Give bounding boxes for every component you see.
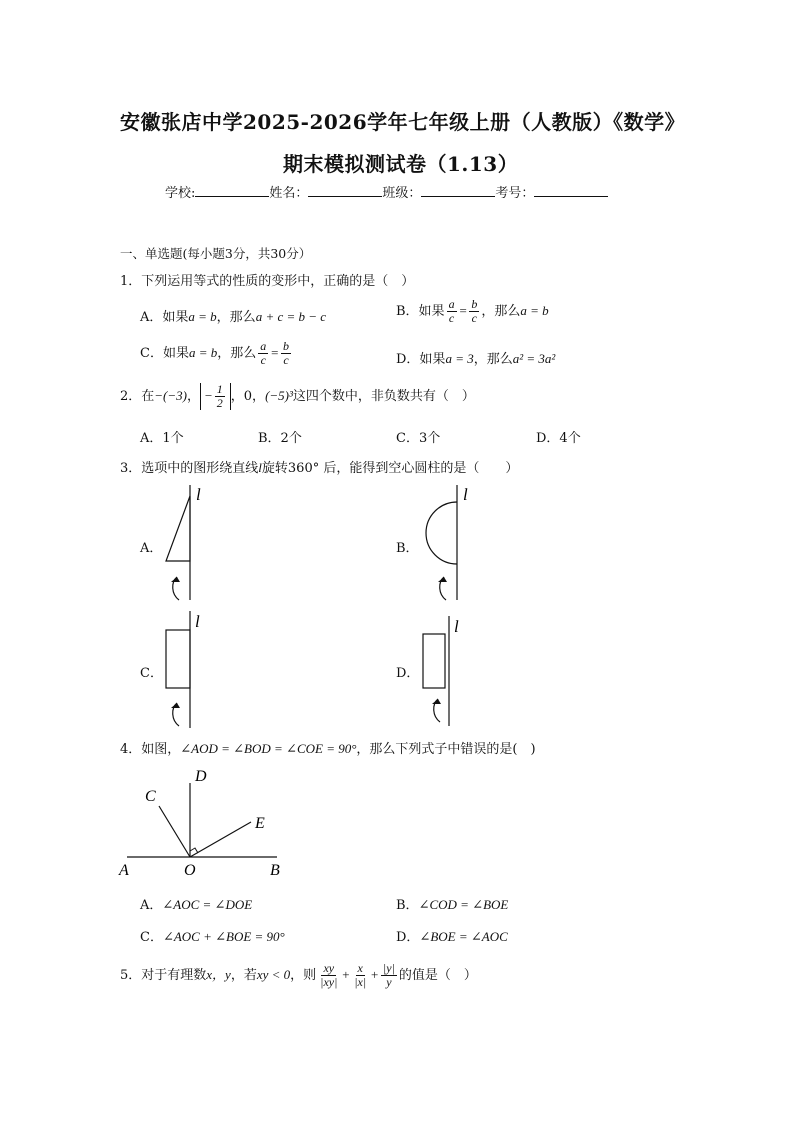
q2-option-d: D．4个 [536,431,581,446]
q3-option-d-label: D． [396,666,420,681]
fraction: $\frac{|y|}{y}$ [382,961,395,989]
school-label: 学校: [165,186,196,201]
q2-stem: 2．在−(−3)， − $\frac{1}{2}$ ，0，(−5)³这四个数中，非负数共有（ ） [120,382,475,410]
page-title-line1: 安徽张店中学2025-2026学年七年级上册（人教版）《数学》 [120,110,686,134]
q3-option-b-label: B． [396,541,419,556]
point-label-o: O [184,862,196,879]
q4-option-d: D．∠BOE = ∠AOC [396,929,508,945]
q4-option-c: C．∠AOC + ∠BOE = 90° [140,929,285,945]
q1-option-d: D．如果a = 3，那么a² = 3a² [396,351,556,367]
absolute-value: − $\frac{1}{2}$ [200,383,231,410]
q2-option-c: C．3个 [396,431,441,446]
q4-option-b: B．∠COD = ∠BOE [396,897,509,913]
q2-option-a: A．1个 [140,431,184,446]
student-info-row [165,182,608,201]
q2-option-b: B．2个 [258,431,302,446]
axis-label: l [195,612,200,631]
axis-label: l [454,617,459,636]
class-label: 班级： [382,186,422,201]
q1-option-a: A．如果a = b，那么a + c = b − c [140,309,327,325]
point-label-a: A [119,862,129,879]
q1-stem: 1．下列运用等式的性质的变形中，正确的是（ ） [120,274,415,289]
q3-figure-d [414,608,484,734]
q3-option-a-label: A． [140,541,163,556]
q3-option-c-label: C． [140,666,163,681]
q3-figure-c [155,608,225,734]
exam-number-blank[interactable] [534,183,608,197]
q4-angle-figure [115,765,295,880]
fraction: $\frac{1}{2}$ [216,382,223,410]
fraction: $\frac{b}{c}$ [471,297,478,325]
point-label-c: C [145,788,156,805]
q3-stem: 3．选项中的图形绕直线l旋转360° 后，能得到空心圆柱的是（ ） [120,460,519,476]
point-label-d: D [195,768,207,785]
fraction: $\frac{a}{c}$ [260,339,267,367]
school-blank[interactable] [195,183,269,197]
q4-stem: 4．如图，∠AOD = ∠BOD = ∠COE = 90°，那么下列式子中错误的是( ) [120,741,536,757]
q3-figure-b [414,482,484,608]
name-label: 姓名： [269,186,309,201]
fraction: $\frac{xy}{|xy|}$ [320,961,338,989]
fraction: $\frac{b}{c}$ [283,339,290,367]
axis-label: l [463,485,468,504]
q1-option-c: C．如果a = b，那么 $\frac{a}{c}$ = $\frac{b}{c}$ [140,339,290,367]
page-title-line2: 期末模拟测试卷（1.13） [283,152,519,176]
name-blank[interactable] [308,183,382,197]
axis-label: l [196,485,201,504]
point-label-b: B [270,862,280,879]
point-label-e: E [255,815,265,832]
q5-stem: 5．对于有理数x，y，若xy < 0，则 $\frac{xy}{|xy|}$ + $\frac{x}{|x|}$ + $\frac{|y|}{y}$ 的值是（ ） [120,961,477,989]
exam-number-label: 考号： [495,186,535,201]
q3-figure-a [155,482,225,608]
q1-option-b: B．如果 $\frac{a}{c}$ = $\frac{b}{c}$ ，那么a = b [396,297,549,325]
fraction: $\frac{a}{c}$ [448,297,455,325]
class-blank[interactable] [421,183,495,197]
section-heading: 一、单选题(每小题3分，共30分） [120,246,312,261]
fraction: $\frac{x}{|x|}$ [354,961,367,989]
q4-option-a: A．∠AOC = ∠DOE [140,897,253,913]
